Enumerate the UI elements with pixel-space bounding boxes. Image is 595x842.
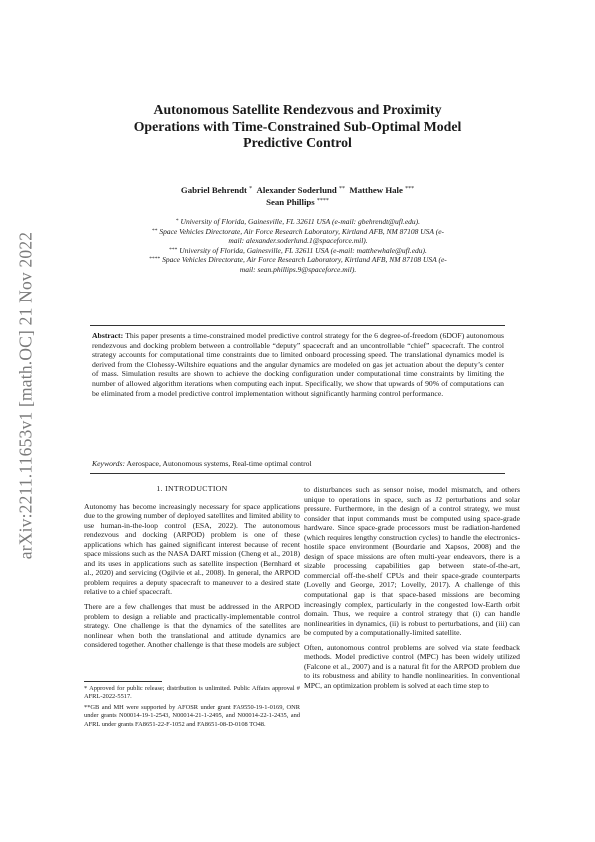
author-mark: **** bbox=[316, 198, 329, 204]
paragraph: Often, autonomous control problems are solved via state feedback methods. Model predictive control (MPC) has been widely utilized (Falcone et al., 2007) and is a natural fit for the ARPOD problem due to its robustness and ability to handle nonlinearities. In conventional MPC, an optimization problem is solved at each time step to bbox=[304, 642, 520, 690]
arxiv-identifier bbox=[8, 205, 44, 585]
section-heading: 1. INTRODUCTION bbox=[156, 484, 228, 493]
footnote: **GB and MH were supported by AFOSR under grant FA9550-19-1-0169, ONR under grants N00014-19-1-2543, N00014-21-1-2495, and N00014-22-1-2435, and AFRL under grants FA8651-22-F-1052 and FA8651-08-D-0108 TO48. bbox=[84, 703, 300, 728]
abstract bbox=[92, 331, 504, 398]
footnotes bbox=[84, 685, 300, 731]
abstract-label: Abstract: bbox=[92, 331, 124, 340]
abstract-bottom-rule bbox=[90, 473, 505, 474]
author-name: Gabriel Behrendt bbox=[180, 185, 247, 195]
keywords-text: Aerospace, Autonomous systems, Real-time optimal control bbox=[126, 459, 312, 468]
paragraph: Autonomy has become increasingly necessary for space applications due to the growing number of deployed satellites and limited ability to use human-in-the-loop control (ESA, 2022). The autonomous rendezvous and docking (ARPOD) problem is one of these applications which has gained significant interest because of recent space missions such as the NASA DART mission (Cheng et al., 2018) and its uses in applications such as satellite inspection (Bernhard et al., 2020) and servicing (Ogilvie et al., 2008). In general, the ARPOD problem requires a deputy spacecraft to maneuver to a desired state relative to a chief spacecraft. bbox=[84, 501, 300, 597]
footnote: * Approved for public release; distribution is unlimited. Public Affairs approval # AFRL-2022-5517. bbox=[84, 685, 300, 701]
right-column bbox=[304, 485, 520, 695]
paragraph: to disturbances such as sensor noise, model mismatch, and others unique to operations in space, such as J2 perturbations and solar pressure. Furthermore, in the design of a control strategy, we must consider that input commands must be computed using space-grade hardware. Since space-grade processors must be radiation-hardened (which requires lengthy construction cycles) to handle the electronics-hostile space environment (Bourdarie and Xapsos, 2008) and the design of space missions are often multi-year endeavors, there is a sizable processing capabilities gap between state-of-the-art, commercial off-the-shelf CPUs and their space-grade counterparts (Lovelly and George, 2017; Lovelly, 2017). A challenge of this computational gap is that space-based missions are becoming increasingly complex, particularly in the congested low-Earth orbit domain. Thus, we require a control strategy that (i) can handle nonlinearities in dynamics, (ii) is robust to perturbations, and (iii) can be computed by a computationally-limited satellite. bbox=[304, 485, 520, 638]
author-mark: * bbox=[249, 186, 253, 192]
author-mark: ** bbox=[339, 186, 345, 192]
paper-title: Autonomous Satellite Rendezvous and Proximity Operations with Time-Constrained Sub-Optimal Model Predictive Control bbox=[133, 102, 462, 150]
author-list bbox=[110, 184, 485, 208]
affiliation: *** University of Florida, Gainesville, FL 32611 USA (e-mail: matthewhale@ufl.edu). bbox=[169, 245, 427, 255]
affiliation: **** Space Vehicles Directorate, Air Force Research Laboratory, Kirtland AFB, NM 87108 USA (e-mail: sean.phillips.9@spaceforce.mil). bbox=[149, 255, 447, 274]
author-mark: *** bbox=[405, 186, 415, 192]
affiliation-list bbox=[148, 217, 448, 275]
paragraph: There are a few challenges that must be addressed in the ARPOD problem to design a reliable and practically-implementable control strategy. One challenge is that the dynamics of the satellites are nonlinear when both the translational and attitude dynamics are considered together. Another challenge is that these models are subject bbox=[84, 602, 300, 650]
abstract-text: This paper presents a time-constrained model predictive control strategy for the 6 degree-of-freedom (6DOF) autonomous rendezvous and docking problem between a controllable “deputy” spacecraft and an uncontrollable “chief” spacecraft. The control strategy accounts for computational time constraints due to limited onboard processing speed. The translational dynamics model is derived from the Clohessy-Wiltshire equations and the angular dynamics are modeled on gas jet actuation about the deputy’s center of mass. Simulation results are shown to achieve the docking configuration under computational time constraints by limiting the number of allowed algorithm iterations when computing each input. Specifically, we show that upwards of 90% of computations can be eliminated from a model predictive control implementation without significantly harming control performance. bbox=[92, 331, 504, 398]
author-name: Alexander Soderlund bbox=[256, 185, 337, 195]
arxiv-id-text: arXiv:2211.11653v1 [math.OC] 21 Nov 2022 bbox=[15, 231, 36, 559]
left-column bbox=[84, 484, 300, 655]
author-name: Sean Phillips bbox=[266, 197, 315, 207]
footnote-rule bbox=[84, 681, 162, 682]
keywords-label: Keywords: bbox=[92, 459, 126, 468]
keywords bbox=[92, 459, 504, 469]
affiliation: ** Space Vehicles Directorate, Air Force Research Laboratory, Kirtland AFB, NM 87108 USA (e-mail: alexander.soderlund.1@spaceforce.mil). bbox=[151, 226, 445, 246]
author-name: Matthew Hale bbox=[349, 185, 403, 195]
affiliation: * University of Florida, Gainesville, FL 32611 USA (e-mail: gbehrendt@ufl.edu). bbox=[175, 217, 421, 226]
abstract-top-rule bbox=[90, 325, 505, 326]
